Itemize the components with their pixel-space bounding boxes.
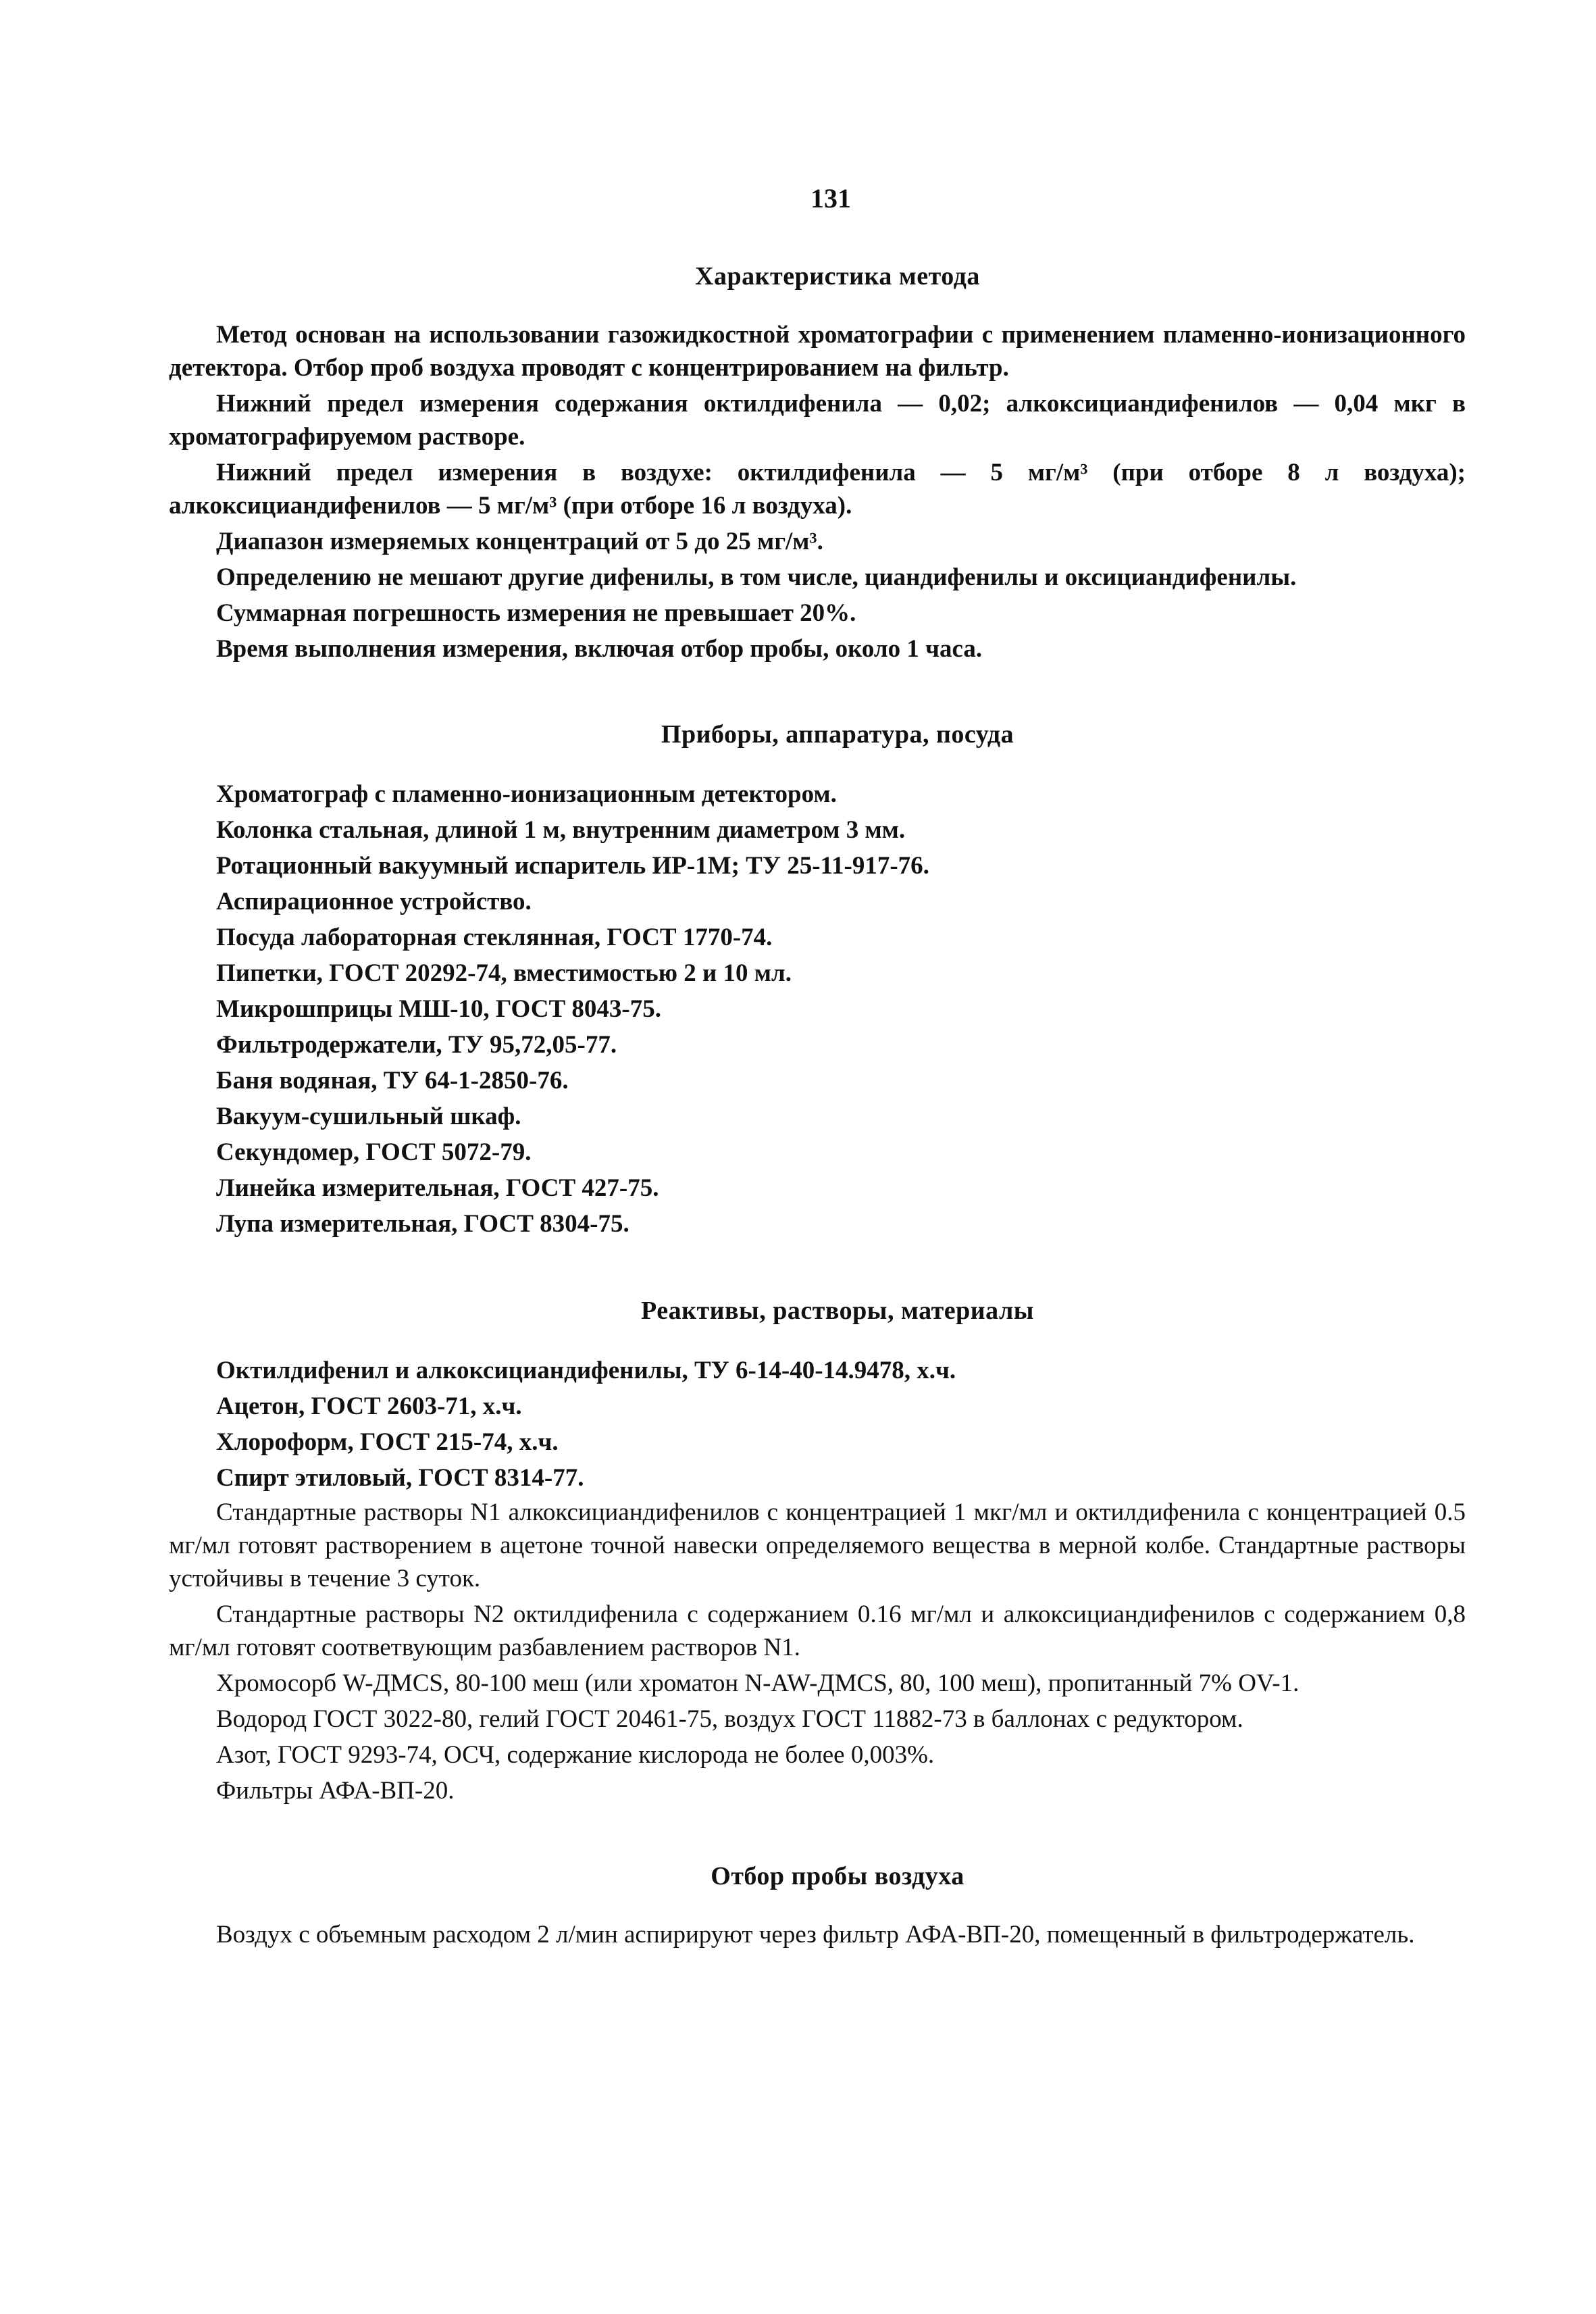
equipment-item: Вакуум-сушильный шкаф.: [216, 1103, 521, 1130]
reagent-paragraph: Водород ГОСТ 3022-80, гелий ГОСТ 20461-75, воздух ГОСТ 11882-73 в баллонах с редуктором.: [216, 1705, 1243, 1733]
equipment-list: [169, 776, 1466, 1242]
document-page: [169, 182, 1466, 1992]
reagent-item: Спирт этиловый, ГОСТ 8314-77.: [216, 1464, 584, 1492]
equipment-item: Ротационный вакуумный испаритель ИР-1М; ТУ 25-11-917-76.: [216, 852, 929, 880]
reagent-paragraph: Стандартные растворы N1 алкоксициандифенилов с концентрацией 1 мкг/мл и октилдифенила с концентрацией 0.5 мг/мл готовят растворением в ацетоне точной навески определяемого вещества в мерной колбе. Стандартные растворы устойчивы в течение 3 суток.: [169, 1499, 1466, 1592]
method-paragraph: Нижний предел измерения содержания октилдифенила — 0,02; алкоксициандифенилов — 0,04 мкг в хроматографируемом растворе.: [169, 390, 1466, 451]
reagent-paragraph: Фильтры АФА-ВП-20.: [216, 1777, 455, 1805]
reagent-paragraph: Хромосорб W-ДМCS, 80-100 меш (или хроматон N-AW-ДМCS, 80, 100 меш), пропитанный 7% OV-1.: [216, 1669, 1299, 1697]
method-paragraph: Диапазон измеряемых концентраций от 5 до 25 мг/м³.: [216, 528, 823, 555]
method-paragraph: Суммарная погрешность измерения не превышает 20%.: [216, 599, 856, 627]
reagent-item: Октилдифенил и алкоксициандифенилы, ТУ 6-14-40-14.9478, х.ч.: [216, 1357, 956, 1384]
reagent-paragraph: Стандартные растворы N2 октилдифенила с содержанием 0.16 мг/мл и алкоксициандифенилов с содержанием 0,8 мг/мл готовят соответвующим разбавлением растворов N1.: [169, 1601, 1466, 1661]
equipment-item: Баня водяная, ТУ 64-1-2850-76.: [216, 1067, 569, 1095]
equipment-item: Линейка измерительная, ГОСТ 427-75.: [216, 1174, 659, 1202]
sampling-paragraph: Воздух с объемным расходом 2 л/мин аспирируют через фильтр АФА-ВП-20, помещенный в фильтродержатель.: [216, 1921, 1415, 1948]
page-number: 131: [810, 183, 851, 213]
equipment-item: Посуда лабораторная стеклянная, ГОСТ 1770-74.: [216, 924, 773, 951]
reagent-item: Хлороформ, ГОСТ 215-74, х.ч.: [216, 1428, 559, 1456]
method-paragraph: Время выполнения измерения, включая отбор пробы, около 1 часа.: [216, 635, 983, 663]
section-title-equipment: Приборы, аппаратура, посуда: [661, 720, 1014, 749]
reagents-list: [169, 1353, 1466, 1496]
section-title-sampling: Отбор пробы воздуха: [711, 1862, 964, 1890]
equipment-item: Хроматограф с пламенно-ионизационным детектором.: [216, 780, 837, 808]
equipment-item: Лупа измерительная, ГОСТ 8304-75.: [216, 1210, 629, 1238]
equipment-item: Секундомер, ГОСТ 5072-79.: [216, 1138, 532, 1166]
method-paragraph: Метод основан на использовании газожидкостной хроматографии с применением пламенно-ионизационного детектора. Отбор проб воздуха проводят с концентрированием на фильтр.: [169, 321, 1466, 382]
method-paragraph: Определению не мешают другие дифенилы, в том числе, циандифенилы и оксициандифенилы.: [216, 563, 1297, 591]
section-title-method: Характеристика метода: [695, 262, 980, 291]
section-equipment: [169, 720, 1466, 1242]
section-method: [169, 261, 1466, 665]
equipment-item: Колонка стальная, длиной 1 м, внутренним диаметром 3 мм.: [216, 816, 906, 844]
section-title-reagents: Реактивы, растворы, материалы: [641, 1297, 1034, 1325]
reagent-item: Ацетон, ГОСТ 2603-71, х.ч.: [216, 1392, 522, 1420]
equipment-item: Пипетки, ГОСТ 20292-74, вместимостью 2 и 10 мл.: [216, 959, 792, 987]
reagent-paragraph: Азот, ГОСТ 9293-74, ОСЧ, содержание кислорода не более 0,003%.: [216, 1741, 935, 1769]
section-sampling: [169, 1861, 1466, 1951]
equipment-item: Фильтродержатели, ТУ 95,72,05-77.: [216, 1031, 617, 1059]
section-reagents: [169, 1296, 1466, 1807]
equipment-item: Микрошприцы МШ-10, ГОСТ 8043-75.: [216, 995, 661, 1023]
equipment-item: Аспирационное устройство.: [216, 888, 532, 915]
method-paragraph: Нижний предел измерения в воздухе: октилдифенила — 5 мг/м³ (при отборе 8 л воздуха); алкоксициандифенилов — 5 мг/м³ (при отборе 16 л воздуха).: [169, 459, 1466, 520]
